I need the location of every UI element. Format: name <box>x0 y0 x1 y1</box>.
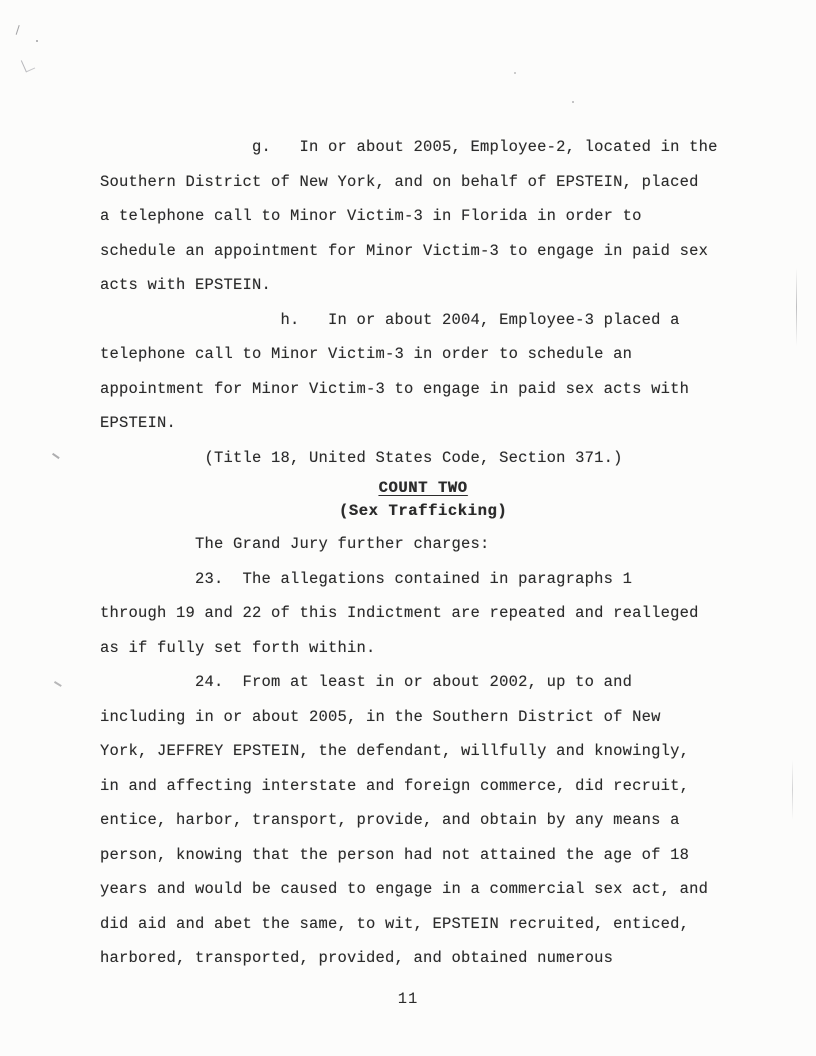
paragraph-23-line: through 19 and 22 of this Indictment are repeated and realleged <box>100 604 699 622</box>
scan-speck <box>572 101 574 103</box>
paragraph-23-line: as if fully set forth within. <box>100 638 376 657</box>
scan-speck <box>514 72 516 74</box>
count-two-heading-block <box>100 477 746 523</box>
page-number: 11 <box>397 990 419 1008</box>
scan-edge-line <box>792 760 793 820</box>
paragraph-24-line: in and affecting interstate and foreign commerce, did recruit, <box>100 776 690 795</box>
paragraph-g-line: a telephone call to Minor Victim-3 in Florida in order to <box>100 207 642 225</box>
scan-pencil-mark <box>16 25 27 37</box>
statute-citation: (Title 18, United States Code, Section 371.) <box>100 448 623 467</box>
paragraph-g-line: Southern District of New York, and on behalf of EPSTEIN, placed <box>100 172 699 191</box>
scan-slash-mark <box>52 453 59 459</box>
scan-edge-line <box>796 268 797 346</box>
paragraph-g-line: acts with EPSTEIN. <box>100 276 272 294</box>
scan-speck <box>36 40 38 42</box>
document-body <box>100 130 746 976</box>
count-two-subtitle: (Sex Trafficking) <box>338 502 508 520</box>
charge-intro: The Grand Jury further charges: <box>100 535 490 553</box>
count-two-title: COUNT TWO <box>378 479 468 497</box>
paragraph-h-line: EPSTEIN. <box>100 414 177 432</box>
paragraph-24-line: years and would be caused to engage in a commercial sex act, and <box>100 880 709 898</box>
paragraph-24-line: York, JEFFREY EPSTEIN, the defendant, willfully and knowingly, <box>100 742 690 760</box>
scan-slash-mark <box>54 681 62 687</box>
paragraph-24-line: did aid and abet the same, to wit, EPSTEIN recruited, enticed, <box>100 914 690 933</box>
count-heading-line <box>100 477 746 500</box>
paragraph-23-line: 23. The allegations contained in paragraphs 1 <box>100 569 633 588</box>
scan-pencil-mark <box>21 57 35 73</box>
paragraph-h-line: telephone call to Minor Victim-3 in order to schedule an <box>100 345 633 363</box>
paragraph-g-line: schedule an appointment for Minor Victim-3 to engage in paid sex <box>100 241 709 260</box>
count-subheading-line <box>100 500 746 523</box>
paragraph-g-line: g. In or about 2005, Employee-2, located in the <box>100 138 718 156</box>
paragraph-h-line: h. In or about 2004, Employee-3 placed a <box>100 310 680 329</box>
paragraph-24-line: including in or about 2005, in the Southern District of New <box>100 707 661 726</box>
paragraph-24-line: person, knowing that the person had not attained the age of 18 <box>100 845 690 864</box>
paragraph-24-line: 24. From at least in or about 2002, up to and <box>100 673 633 691</box>
paragraph-h-line: appointment for Minor Victim-3 to engage in paid sex acts with <box>100 379 690 398</box>
paragraph-24-line: entice, harbor, transport, provide, and obtain by any means a <box>100 811 680 829</box>
paragraph-24-line: harbored, transported, provided, and obtained numerous <box>100 949 614 967</box>
